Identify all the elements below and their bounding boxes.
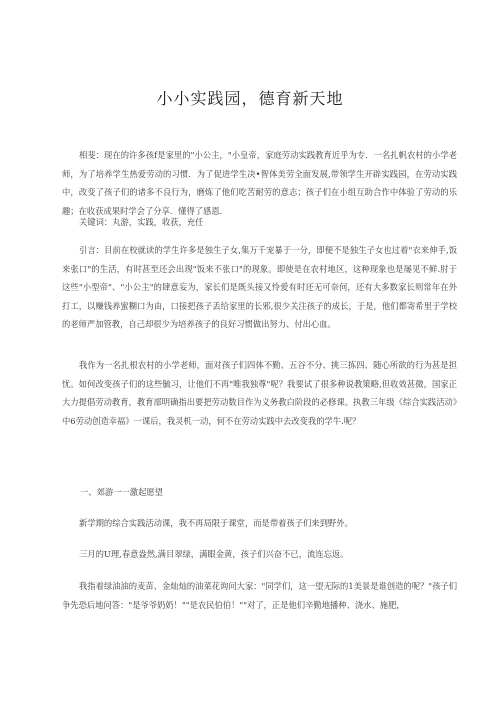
keywords-line: 关键词：丸游，实践，收获，充任	[79, 217, 204, 227]
intro-paragraph: 引言：目前在校就读的学生许多是独生子女,集万千宠暴于一分，即便不是独生子女也过着"衣来伸手,饭来张口"的生活，有时甚至还会出现"饭来不张口"的现象。即使是在农村地区，这种现象也是屡见不鲜.肘于这些"小型帝"、"小公主"的肆意妄为，家长们是既头接又怜爱有时还无可奈何，还有大多数家长则常年在外打工，以赚钱养蜜糊口为由，口接把孩子丢给家里的长邪,很少关注孩子的成长，于是，他们都寄希里于学校的老师严加管教，自己却很少为培养孩子的良好习惯做出努力、付出心血。	[62, 245, 457, 329]
document-title: 小小实践园，德育新天地	[156, 89, 344, 108]
body-paragraph-1: 我作为一名扎根农村的小学老师，面对孩子们四体不勤、五谷不分、挑三拣四、随心所欲的行为甚是担忧。如何改变孩子们的这些毓习，让他们不再"唯我独尊"呢？我要试了很多种说教策略,但收效甚微，国家正大力提倡劳动教育，教育部明确指出要把劳动数目作为义务教白阶段的必修课。执教三年级《综合实践活动》中6劳动创造幸福》一课后，我灵机一动，何不在劳动实践中去改变我的学牛.呢？	[62, 360, 457, 426]
body-paragraph-2: 新学期的综合实践活动课，我不再局限于课堂，而是带着孩子们来到野外。	[79, 518, 353, 528]
abstract-paragraph: 相斐：现在的许多孩f是家里的"小公主，"小皇帝，家庭劳动实践教育近乎为专．一名扎帆农村的小学老师，为了培养学生热爱劳动的习惯．为了促进学生决•智体美劳全面发展,带领学生开辟实践园，在劳动实践中，改变了孩子们的诸多不良行为，磨炼了他们吃苦耐劳的意志；孩子们在小组互助合作中体验了劳动的乐趣；在收获成果时学会了分享．懂得了感恩．	[62, 150, 457, 216]
body-paragraph-4: 我指着绿油油的麦苗、金灿灿的油菜花询问大家："同学们，这一望无际的1美景是谁创造的呢？"孩子们争先恐后地问答："是爷爷奶奶！""是农民伯伯！""对了，正是他们辛勤地播种、浇水、施肥，	[62, 581, 457, 610]
section-heading-1: 一、郊游一一激起愿望	[80, 487, 163, 497]
body-paragraph-3: 三月的U理,春意盎然,满目翠绿，满眼金黄，孩子们兴奋不已，流连忘返。	[79, 549, 349, 559]
